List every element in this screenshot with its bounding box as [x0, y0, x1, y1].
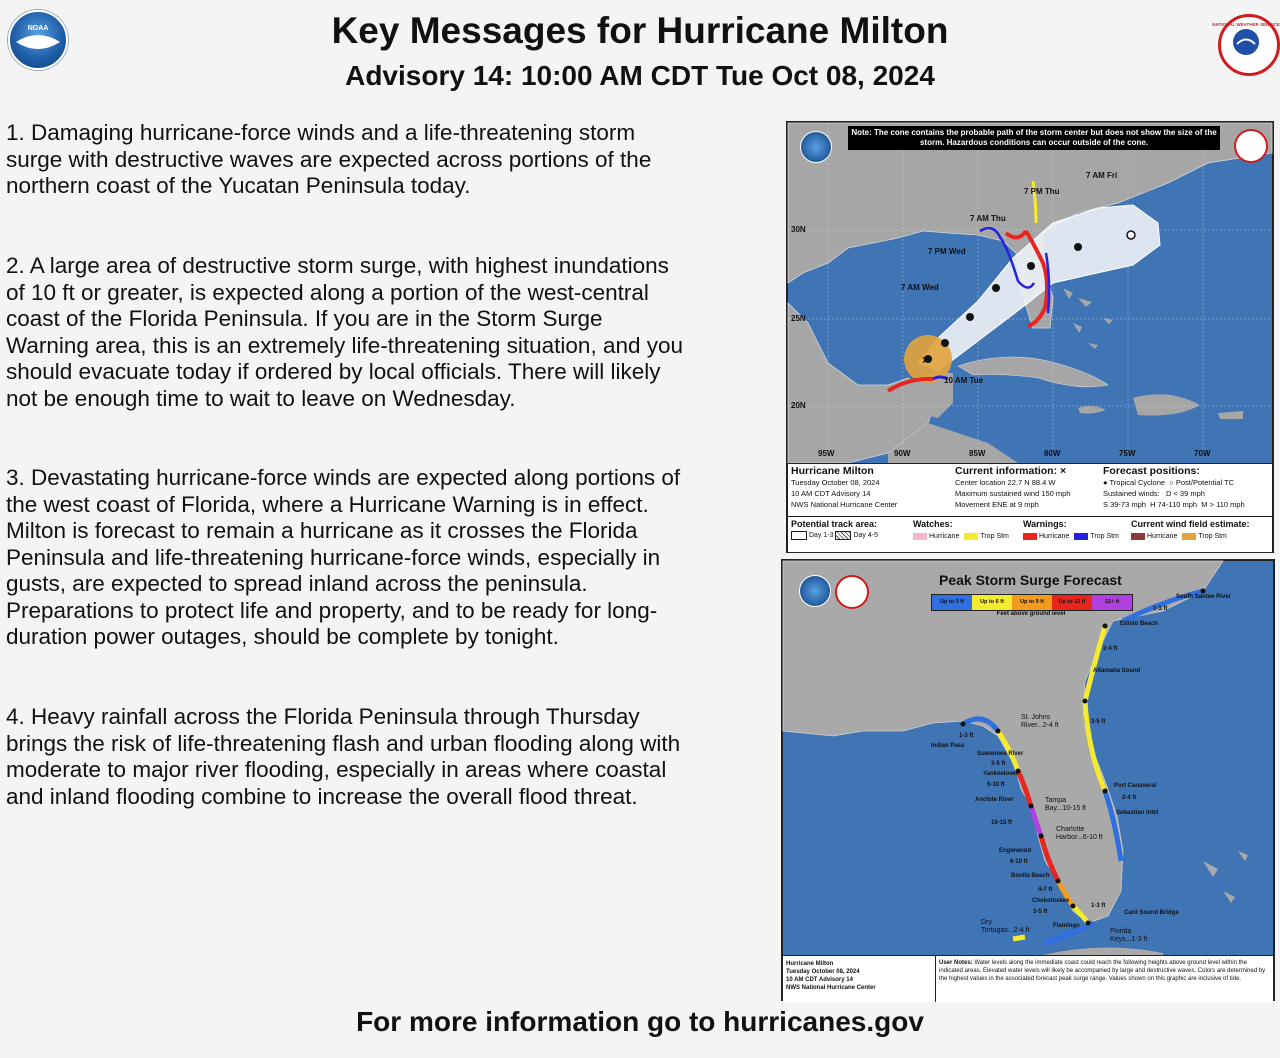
track-point-label: 7 PM Wed [928, 247, 966, 256]
location-label: Englewood [999, 848, 1031, 854]
trop-watch-swatch-icon [964, 533, 978, 540]
noaa-logo-text: NOAA [27, 25, 49, 32]
user-notes-text: Water levels along the immediate coast could reach the following heights above ground level within the indicated areas. Elevated water levels will likely be accompanied by large and destructive waves. Colors are determined by the highest values in the associated forecast peak surge range. Values shown on this graphic are inclusive of tide. [939, 960, 1266, 982]
track-point-label: 7 AM Thu [970, 214, 1006, 223]
track-point-label: 7 AM Fri [1086, 171, 1118, 180]
range-label: 4-7 ft [1038, 887, 1053, 893]
range-label: 1-3 ft [1091, 903, 1106, 909]
user-notes-title: User Notes: [939, 960, 973, 966]
legend-wind: Maximum sustained wind 150 mph [955, 489, 1071, 498]
location-label: Edisto Beach [1120, 621, 1159, 627]
scale-up-to-3: Up to 3 ft [932, 595, 972, 610]
scale-up-to-9: Up to 9 ft [1012, 595, 1052, 610]
legend-day45: Day 4-5 [853, 532, 878, 539]
hurricane-warning-swatch-icon [1023, 533, 1037, 540]
florida-keys-name: Florida [1110, 928, 1132, 935]
svg-text:×: × [922, 353, 930, 367]
legend-date: Tuesday October 08, 2024 [791, 478, 880, 487]
legend-d: D < 39 mph [1165, 489, 1205, 498]
track-point-label: 7 PM Thu [1024, 187, 1060, 196]
location-label: Card Sound Bridge [1124, 910, 1179, 916]
legend-h: H 74-110 mph [1150, 500, 1198, 509]
page-title: Key Messages for Hurricane Milton [331, 10, 949, 51]
location-label: South Santee River [1176, 594, 1232, 600]
legend-hurricane-watch: Hurricane [929, 533, 960, 540]
key-message-4: 4. Heavy rainfall across the Florida Peninsula through Thursday brings the risk of life-threatening flash and urban flooding along with moderate to major river flooding, especially in areas where coastal and inland flooding combine to increase the overall flood threat. [6, 704, 681, 809]
location-label: Suwannee River [977, 751, 1024, 757]
charlotte-value: Harbor...6-10 ft [1056, 834, 1103, 841]
florida-keys-value: Keys...1-3 ft [1110, 936, 1148, 943]
scale-12-plus: 12+ ft [1092, 595, 1132, 610]
noaa-small-logo-icon [800, 131, 832, 163]
dry-tortugas-value: Tortugas...2-4 ft [981, 927, 1030, 934]
legend-tc: Tropical Cyclone [1109, 478, 1166, 487]
legend-current-title: Current information: × [955, 465, 1067, 477]
nws-small-logo-icon [1234, 129, 1268, 163]
legend-warnings-title: Warnings: [1023, 519, 1067, 529]
range-label: 3-5 ft [991, 761, 1006, 767]
st-johns-label [1021, 714, 1059, 730]
legend-trop-wind: Trop Stm [1198, 533, 1227, 540]
legend-location: Center location 22.7 N 88.4 W [955, 478, 1056, 487]
lon-label: 80W [1044, 449, 1061, 458]
lat-label: 20N [791, 401, 806, 410]
lon-label: 90W [894, 449, 911, 458]
location-label: Port Canaveral [1114, 783, 1157, 789]
scale-up-to-12: Up to 12 ft [1052, 595, 1092, 610]
range-label: 2-4 ft [1103, 646, 1118, 652]
charlotte-harbor-label [1056, 826, 1103, 842]
range-label: 3-5 ft [1091, 719, 1106, 725]
lon-label: 70W [1194, 449, 1211, 458]
legend-hurricane-wind: Hurricane [1147, 533, 1178, 540]
location-label: Flamingo [1053, 923, 1080, 929]
surge-scale [931, 594, 1133, 611]
surge-legend-date: Tuesday October 08, 2024 [786, 969, 860, 975]
hurricane-watch-swatch-icon [913, 533, 927, 540]
legend-trop-watch: Trop Stm [980, 533, 1009, 540]
location-label: Anclote River [975, 797, 1014, 803]
key-message-2: 2. A large area of destructive storm surge, with highest inundations of 10 ft or greater, is expected along a portion of the west-central coast of the Florida Peninsula. If you are in the Storm Surge Warning area, this is an extremely life-threatening situation, and you should evacuate today if ordered by local officials. There will likely not be enough time to wait to leave on Wednesday. [6, 253, 684, 411]
surge-map-title: Peak Storm Surge Forecast [939, 572, 1122, 588]
surge-legend-storm: Hurricane Milton [786, 961, 834, 967]
legend-center: NWS National Hurricane Center [791, 500, 898, 509]
range-label: 6-10 ft [1010, 859, 1028, 865]
surge-map-graphic [783, 561, 1273, 955]
lon-label: 95W [818, 449, 835, 458]
legend-trop-warning: Trop Stm [1090, 533, 1119, 540]
range-label: 1-3 ft [1153, 606, 1168, 612]
surge-legend [783, 955, 1273, 1002]
surge-legend-advisory: 10 AM CDT Advisory 14 [786, 977, 853, 983]
range-label: 2-4 ft [1122, 795, 1137, 801]
nws-logo-text: NATIONAL WEATHER SERVICE [1212, 22, 1280, 27]
legend-watches-title: Watches: [913, 519, 953, 529]
track-point-label: 7 AM Wed [901, 283, 939, 292]
post-tc-circle-icon: ○ [1169, 478, 1174, 487]
legend-hurricane-warning: Hurricane [1039, 533, 1070, 540]
legend-advisory: 10 AM CDT Advisory 14 [791, 489, 871, 498]
hurricane-wind-swatch-icon [1131, 533, 1145, 540]
nws-small-logo-icon [835, 575, 869, 609]
lon-label: 75W [1119, 449, 1136, 458]
trop-warning-swatch-icon [1074, 533, 1088, 540]
legend-m: M > 110 mph [1201, 500, 1245, 509]
range-label: 10-15 ft [991, 820, 1013, 826]
track-legend [788, 463, 1272, 552]
dry-tortugas-label [981, 919, 1030, 935]
st-johns-name: St. Johns [1021, 714, 1051, 721]
legend-sustained: Sustained winds: [1103, 489, 1160, 498]
dry-tortugas-name: Dry [981, 919, 992, 926]
key-message-3: 3. Devastating hurricane-force winds are expected along portions of the west coast of Florida, where a Hurricane Warning is in effect. Milton is forecast to remain a hurricane as it crosses the Florida Peninsula and life-threatening hurricane-force winds, especially in gusts, are expected to spread inland across the peninsula. Preparations to protect life and property, and to be ready for long-duration power outages, should be complete by tonight. [6, 465, 681, 649]
legend-day13: Day 1-3 [809, 532, 834, 539]
cone-note: Note: The cone contains the probable path of the storm center but does not show the size of the storm. Hazardous conditions can occur outside of the cone. [848, 126, 1220, 150]
tampa-value: Bay...10-15 ft [1045, 805, 1087, 812]
day45-swatch-icon [835, 531, 851, 540]
location-label: Bonita Beach [1011, 873, 1050, 879]
key-message-1: 1. Damaging hurricane-force winds and a life-threatening storm surge with destructive waves are expected across portions of the northern coast of the Yucatan Peninsula today. [6, 120, 652, 198]
surge-legend-center: NWS National Hurricane Center [786, 985, 876, 991]
track-map-graphic [788, 123, 1272, 463]
charlotte-name: Charlotte [1056, 826, 1085, 833]
legend-movement: Movement ENE at 9 mph [955, 500, 1039, 509]
tampa-name: Tampa [1045, 797, 1067, 804]
trop-wind-swatch-icon [1182, 533, 1196, 540]
scale-up-to-6: Up to 6 ft [972, 595, 1012, 610]
florida-keys-label [1110, 928, 1147, 944]
noaa-small-logo-icon [799, 575, 831, 607]
advisory-subtitle: Advisory 14: 10:00 AM CDT Tue Oct 08, 2024 [345, 60, 935, 91]
legend-storm-name: Hurricane Milton [791, 465, 874, 477]
lon-label: 85W [969, 449, 986, 458]
legend-s: S 39-73 mph [1103, 500, 1146, 509]
tropical-cyclone-dot-icon: ● [1103, 478, 1108, 487]
legend-potential-title: Potential track area: [791, 519, 878, 529]
range-label: 5-10 ft [987, 782, 1005, 788]
legend-post-tc: Post/Potential TC [1175, 478, 1235, 487]
lat-label: 30N [791, 225, 806, 234]
range-label: 1-3 ft [959, 733, 974, 739]
track-point-label: 10 AM Tue [944, 376, 984, 385]
legend-wind-title: Current wind field estimate: [1131, 519, 1250, 529]
location-label: Altamaha Sound [1093, 668, 1141, 674]
location-label: Sebastian Inlet [1116, 810, 1159, 816]
range-label: 3-5 ft [1033, 909, 1048, 915]
st-johns-value: River...2-4 ft [1021, 722, 1059, 729]
tampa-bay-label [1045, 797, 1086, 813]
storm-surge-map [781, 559, 1275, 1001]
location-label: Yankeetown [983, 771, 1018, 777]
scale-caption: Feet above ground level [996, 611, 1066, 617]
lat-label: 25N [791, 314, 806, 323]
legend-forecast-title: Forecast positions: [1103, 465, 1200, 477]
location-label: Chokoloskee [1032, 898, 1070, 904]
location-label: Indian Pass [931, 743, 965, 749]
track-forecast-map [786, 121, 1274, 553]
footer-link[interactable]: For more information go to hurricanes.gov [356, 1006, 924, 1037]
day13-swatch-icon [791, 531, 807, 540]
